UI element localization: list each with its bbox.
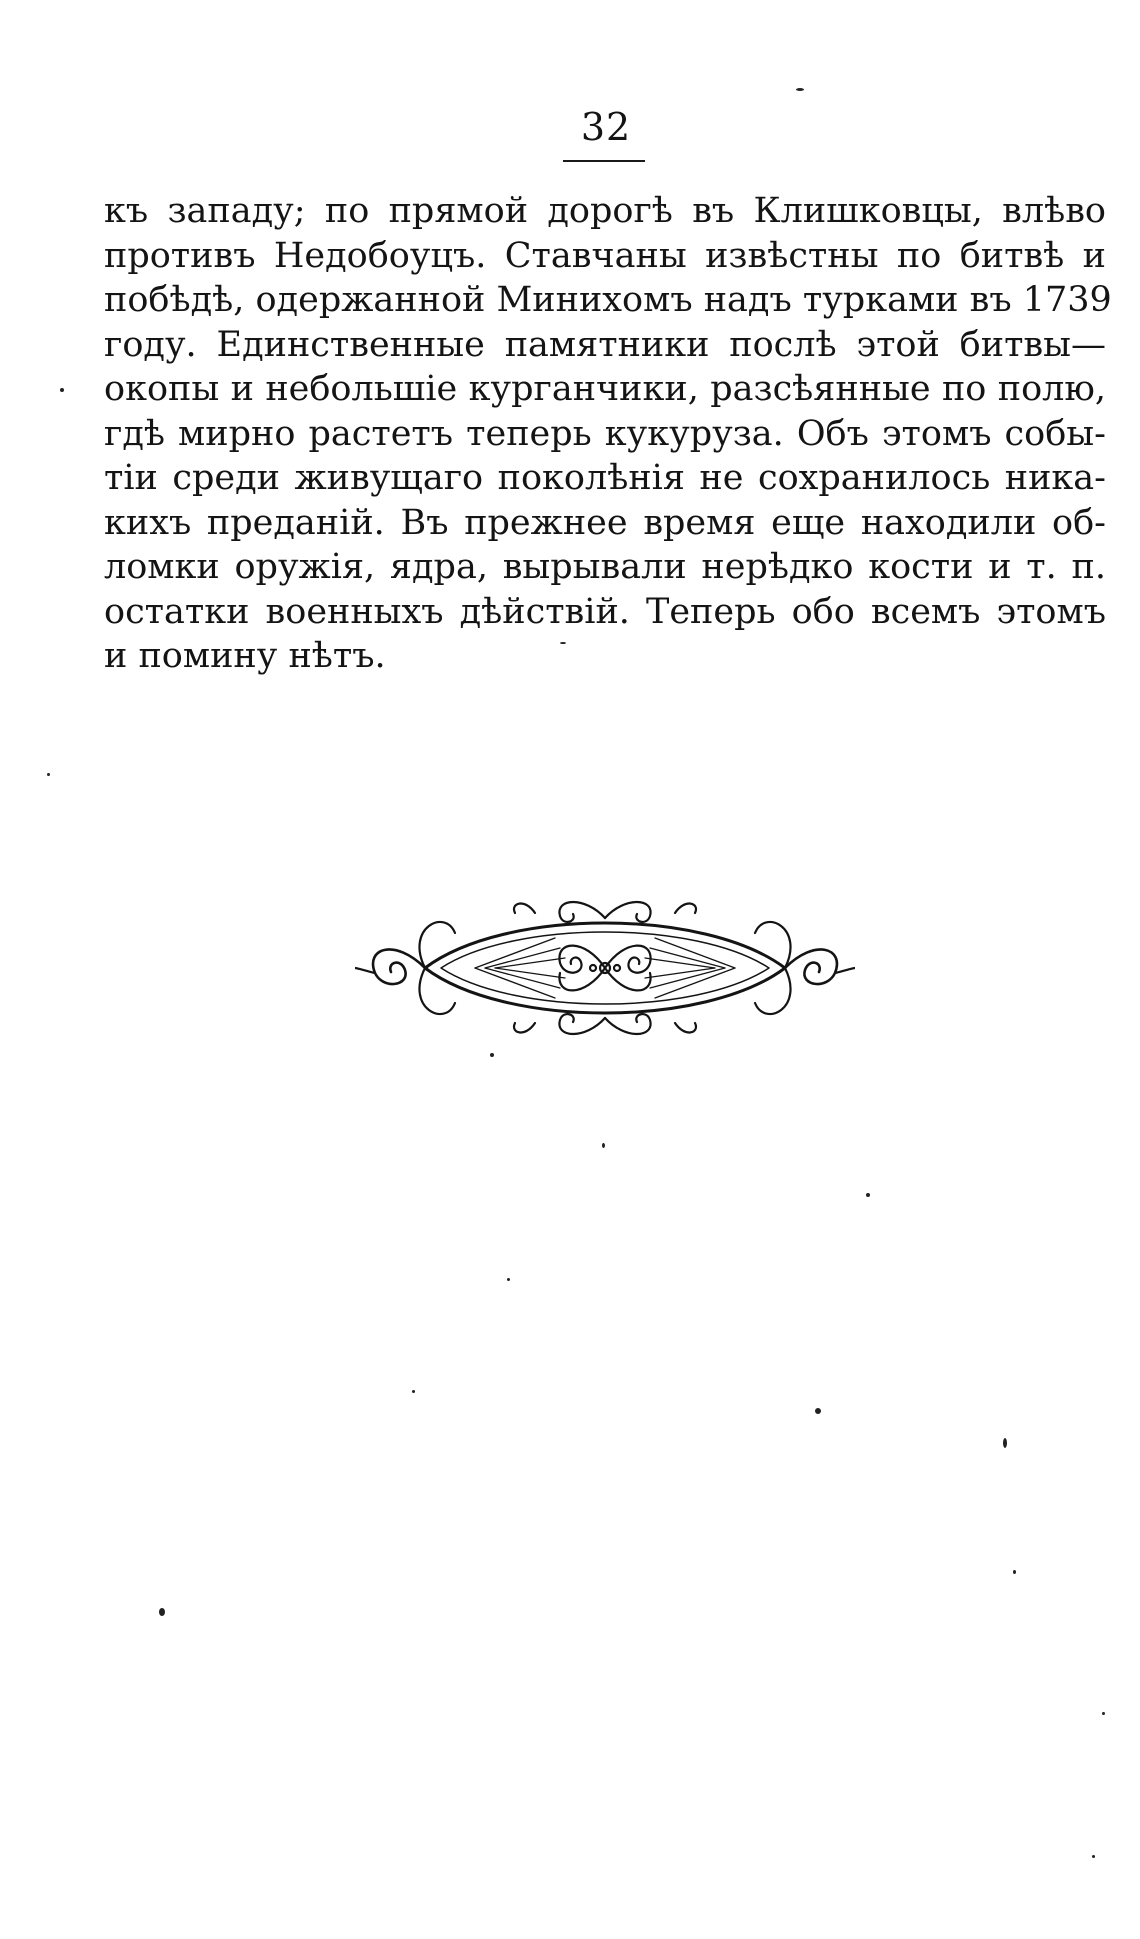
print-speck — [866, 1193, 870, 1197]
print-speck — [1092, 1855, 1095, 1858]
floral-tailpiece-ornament-icon — [355, 878, 855, 1058]
text-line: противъ Недобоуцъ. Ставчаны извѣстны по битвѣ и — [104, 235, 1106, 276]
text-line: гдѣ мирно растетъ теперь кукуруза. Объ этомъ собы- — [104, 413, 1106, 454]
text-line: остатки военныхъ дѣйствій. Теперь обо всемъ этомъ — [104, 591, 1106, 632]
print-speck — [507, 1278, 510, 1281]
print-speck — [796, 88, 804, 91]
print-speck — [1013, 1570, 1016, 1574]
print-speck — [815, 1408, 821, 1414]
body-text — [104, 189, 1112, 679]
text-line: ломки оружія, ядра, вырывали нерѣдко кости и т. п. — [104, 547, 1106, 587]
page-number-rule — [563, 160, 645, 162]
text-line: къ западу; по прямой дорогѣ въ Клишковцы, влѣво — [104, 191, 1106, 231]
print-speck — [490, 1053, 494, 1057]
text-line: тіи среди живущаго поколѣнія не сохранилось ника- — [104, 458, 1106, 498]
print-speck — [412, 1390, 415, 1393]
page-number: 32 — [580, 105, 632, 149]
print-speck — [47, 773, 50, 776]
text-line: году. Единственные памятники послѣ этой битвы— — [104, 324, 1106, 365]
print-speck — [560, 642, 566, 644]
text-line: побѣдѣ, одержанной Минихомъ надъ турками въ 1739 — [104, 280, 1112, 320]
print-speck — [1003, 1438, 1007, 1448]
print-speck — [602, 1143, 605, 1148]
text-line: и помину нѣтъ. — [104, 636, 386, 676]
text-line: кихъ преданій. Въ прежнее время еще находили об- — [104, 502, 1106, 543]
print-speck — [60, 388, 64, 392]
print-speck — [159, 1608, 165, 1616]
text-line: окопы и небольшіе курганчики, разсѣянные по полю, — [104, 369, 1106, 409]
print-speck — [1102, 1712, 1105, 1715]
